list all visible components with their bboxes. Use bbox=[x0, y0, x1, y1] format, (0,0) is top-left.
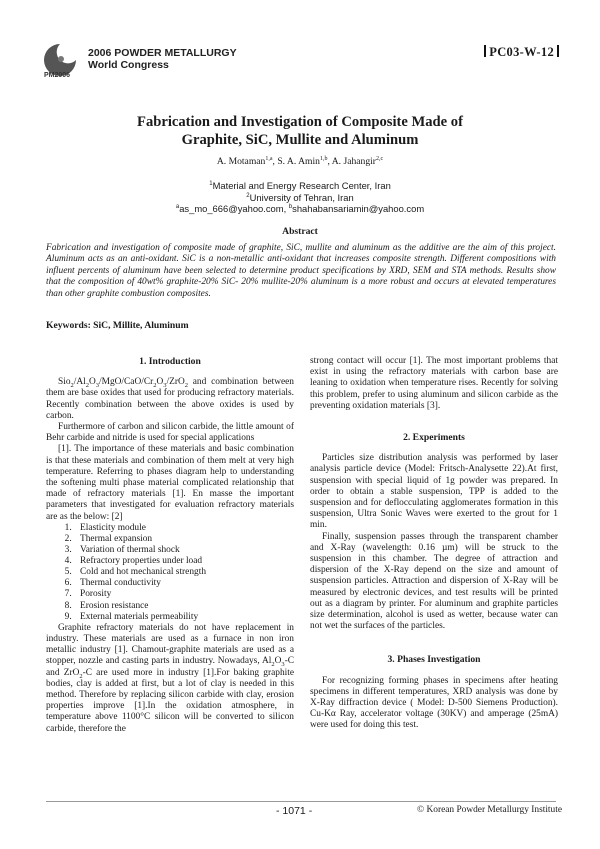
section-heading-experiments: 2. Experiments bbox=[403, 432, 465, 444]
section-heading-introduction: 1. Introduction bbox=[139, 356, 201, 367]
page-number: - 1071 - bbox=[276, 805, 313, 817]
email-sup: b bbox=[288, 203, 293, 210]
list-item: 5. Cold and hot mechanical strength bbox=[74, 567, 294, 578]
left-column bbox=[46, 356, 294, 735]
title-line-2: Graphite, SiC, Mullite and Aluminum bbox=[181, 132, 419, 148]
experiments-paragraph-2: Finally, suspension passes through the transparent chamber and X-Ray (wavelength: 0.16 µm) will be struck to the suspension in this chamber. The degree of attraction and dispersion of the X-Ray depend on the size and amount of suspension particles. Attraction and dispersion of X-Ray will be measured by electronic devices, and test results will be printed out as a diagram by printer. For aluminum and graphite particles size determination, alcohol is used as wetter, because water can not wet the surfaces of the particles. bbox=[310, 531, 558, 632]
abstract-text: Fabrication and investigation of composite made of graphite, SiC, mullite and aluminum as the additive are the aim of this project. Aluminum acts as an anti-oxidant. SiC is a non-metallic anti-oxidant that increases composite strength. Different compositions with influent percents of aluminum have been selected to determine product specifications by XRD, SEM and STA methods. Results show that the composition of 40wt% graphite-20% SiC- 20% mullite-20% aluminum is a more robust and occurs at elevated temperatures than other graphite combustion composites. bbox=[46, 243, 556, 299]
phases-paragraph-1: For recognizing forming phases in specimens after heating specimens in different temperatures, XRD analysis was done by X-Ray diffraction device ( Model: D-500 Siemens Production). Cu-Kα Ray, accelerator voltage (30KV) and amperage (25mA) were used for doing this test. bbox=[310, 675, 558, 731]
list-item: 2. Thermal expansion bbox=[74, 534, 294, 545]
intro-paragraph-3: [1]. The importance of these materials and basic combination is that these materials and combination of them melt at very high temperature. Referring to phases diagram help to understanding the softening multi phase material complicated relationship that made of refractory materials [1]. En masse the important parameters that investigated for evaluation refractory materials are as the below: [2] bbox=[46, 444, 294, 522]
email-a: as_mo_666@yahoo.com, bbox=[179, 203, 287, 214]
conference-line-1: 2006 POWDER METALLURGY bbox=[88, 47, 237, 59]
intro-paragraph-2: Furthermore of carbon and silicon carbide, the little amount of Behr carbide and nitride is used for special applications bbox=[46, 422, 294, 444]
continued-paragraph: strong contact will occur [1]. The most important problems that exist in using the refractory materials with carbon base are leaning to oxidation when temperature rises. Recently for solving this problem, prefer to using aluminum and silicon carbide as the preventing oxidation materials [3]. bbox=[310, 356, 558, 411]
list-item: 9. External materials permeability bbox=[74, 612, 294, 623]
author-name: A. Jahangir bbox=[331, 156, 376, 167]
paper-title bbox=[0, 113, 600, 149]
affiliation-2: University of Tehran, Iran bbox=[249, 191, 354, 203]
title-line-1: Fabrication and Investigation of Composite Made of bbox=[137, 114, 463, 130]
email-b: shahabansariamin@yahoo.com bbox=[292, 203, 425, 214]
paper-code-badge bbox=[481, 45, 562, 60]
oxide-formula: $Sio_2/Al_2O_3/MgO/CaO/Cr_2O_3/ZrO_2$ bbox=[58, 377, 188, 390]
affiliation-1: Material and Energy Research Center, Iran bbox=[212, 180, 391, 191]
affiliations bbox=[0, 180, 600, 215]
section-heading-phases: 3. Phases Investigation bbox=[387, 654, 481, 666]
author-name: S. A. Amin bbox=[277, 156, 320, 167]
email-sup: a bbox=[175, 203, 180, 210]
list-item: 4. Refractory properties under load bbox=[74, 556, 294, 567]
logo-caption: PM2006 bbox=[44, 72, 71, 79]
intro-paragraph-1: $Sio_2/Al_2O_3/MgO/CaO/Cr_2O_3/ZrO_2$ and combination between them are base oxides that used for producing refractory materials. Recently combination between the above oxides is used by carbon. bbox=[46, 377, 294, 421]
keywords: Keywords: SiC, Millite, Aluminum bbox=[46, 320, 189, 331]
paper-code: PC03-W-12 bbox=[489, 45, 554, 59]
list-item: 6. Thermal conductivity bbox=[74, 578, 294, 589]
author-sup: 2,c bbox=[375, 155, 384, 162]
conference-line-2: World Congress bbox=[88, 59, 169, 71]
abstract-heading: Abstract bbox=[282, 226, 318, 237]
footer-divider bbox=[46, 801, 556, 802]
author-sup: 1,a bbox=[265, 155, 273, 162]
intro-paragraph-4: Graphite refractory materials do not have replacement in industry. These materials are used as a furnace in non iron metallic industry [1]. Chamout-graphite materials are used as a stopper, nozzle and casting parts in industry. Nowadays, $Al_2O_3-C$ and ZrO$_2$-C are used more in industry [1].For baking graphite bodies, clay is added at first, but a lot of clay is needed in this method. Therefore by replacing silicon carbide with clay, erosion properties improve [1].In the oxidation atmosphere, in temperature above 1100°C silicon will be converted to silicon carbide, therefore the bbox=[46, 622, 294, 734]
list-item: 3. Variation of thermal shock bbox=[74, 545, 294, 556]
copyright-notice: © Korean Powder Metallurgy Institute bbox=[417, 805, 562, 815]
conference-name bbox=[88, 47, 237, 71]
right-column bbox=[310, 356, 558, 732]
list-item: 8. Erosion resistance bbox=[74, 601, 294, 612]
author-name: A. Motaman bbox=[216, 156, 266, 167]
experiments-paragraph-1: Particles size distribution analysis was performed by laser analysis particle device (Model: Fritsch-Analysette 22).At first, suspension with special liquid of 1g powder was prepared. In order to obtain a stable suspension, TPP is added to the suspension and for deflocculating agglomerates formation in this suspension, Ultra Sonic Waves were exerted to the grout for 1 min. bbox=[310, 453, 558, 531]
refractory-parameters-list bbox=[46, 523, 294, 623]
affiliation-sup: 1 bbox=[209, 180, 213, 187]
list-item: 7. Porosity bbox=[74, 589, 294, 600]
list-item: 1. Elasticity module bbox=[74, 523, 294, 534]
affiliation-sup: 2 bbox=[246, 192, 250, 199]
author-sup: 1,b bbox=[319, 155, 328, 162]
author-list: A. Motaman$^{1,a}$, S. A. Amin$^{1,b}$, A. Jahangir$^{2,c}$ bbox=[216, 155, 384, 167]
